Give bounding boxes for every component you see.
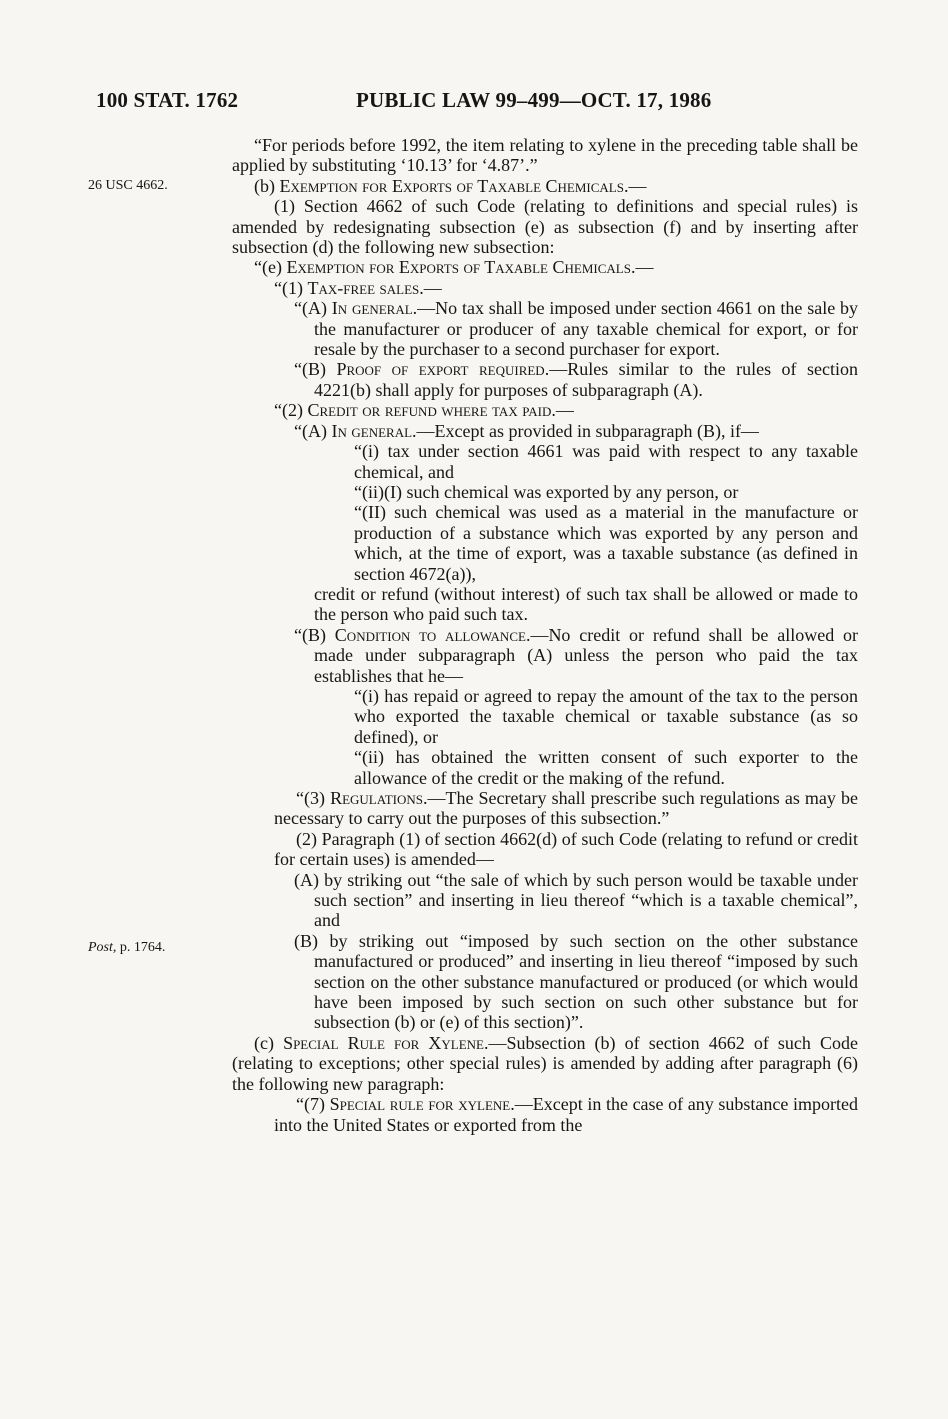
statute-body	[232, 135, 858, 1135]
heading-e2-title: Credit or refund where tax paid	[307, 400, 552, 421]
paragraph-e1b-lead: “(B)	[294, 359, 337, 380]
paragraph-e1b-title: Proof of export required	[336, 359, 545, 380]
paragraph-e1a	[232, 298, 858, 359]
heading-b-tail: .—	[623, 175, 647, 196]
heading-e1	[232, 278, 858, 298]
heading-e-title: Exemption for Exports of Taxable Chemicals	[286, 257, 631, 278]
heading-e1-lead: “(1)	[274, 277, 308, 298]
paragraph-e2a-text: .—Except as provided in subparagraph (B), if—	[412, 420, 759, 441]
paragraph-c7-lead: “(7)	[296, 1094, 330, 1115]
paragraph-b2: (2) Paragraph (1) of section 4662(d) of such Code (relating to refund or credit for certain uses) is amended—	[274, 828, 858, 870]
heading-e	[232, 257, 858, 277]
heading-c-text: .—Subsection (b) of section 4662 of such Code (relating to exceptions; other special rules) is amended by adding after paragraph (6) the following new paragraph:	[232, 1032, 858, 1094]
heading-e2-tail: .—	[551, 400, 574, 421]
clause-e2a-i: “(i) tax under section 4661 was paid with respect to any taxable chemical, and	[354, 441, 858, 482]
margin-note-usc: 26 USC 4662.	[88, 178, 168, 193]
paragraph-e3-title: Regulations	[330, 788, 423, 808]
paragraph-e1b	[232, 359, 858, 400]
paragraph-c7-title: Special rule for xylene	[329, 1094, 511, 1115]
paragraph-e3-text: .—The Secretary shall prescribe such regulations as may be necessary to carry out the purposes of this subsection.”	[274, 788, 858, 829]
paragraph-xylene-period: “For periods before 1992, the item relating to xylene in the preceding table shall be applied by substituting ‘10.13’ for ‘4.87’.”	[232, 135, 858, 176]
paragraph-credit-refund: credit or refund (without interest) of such tax shall be allowed or made to the person who paid such tax.	[314, 583, 858, 625]
paragraph-e2a-title: In general	[331, 420, 413, 441]
heading-e-lead: “(e)	[254, 257, 287, 278]
paragraph-b2a: (A) by striking out “the sale of which by such person would be taxable under such section” and inserting in lieu thereof “which is a taxable chemical”, and	[294, 869, 858, 931]
paragraph-c7-text: .—Except in the case of any substance imported into the United States or exported from the	[274, 1094, 858, 1135]
paragraph-e1a-lead: “(A)	[294, 298, 332, 319]
clause-e2a-ii-I: “(ii)(I) such chemical was exported by any person, or	[354, 481, 739, 502]
paragraph-e3	[232, 788, 858, 829]
heading-e2	[232, 400, 858, 420]
heading-e1-title: Tax-free sales	[307, 277, 420, 298]
page-running-title: PUBLIC LAW 99–499—OCT. 17, 1986	[356, 88, 712, 112]
paragraph-e2b-title: Condition to allowance	[334, 624, 526, 645]
paragraph-e2a-lead: “(A)	[294, 420, 332, 441]
margin-note-post-italic: Post,	[88, 940, 117, 955]
clause-e2a-ii-II: “(II) such chemical was used as a material in the manufacture or production of a substance which was exported by any person and which, at the time of export, was a taxable substance (as defined in section 4672(a)),	[354, 502, 858, 584]
paragraph-e3-lead: “(3)	[296, 788, 331, 808]
margin-note-post	[88, 940, 165, 956]
heading-c-title: Special Rule for Xylene	[283, 1032, 484, 1053]
paragraph-e1a-title: In general	[331, 298, 413, 319]
heading-e1-tail: .—	[419, 277, 442, 298]
page-stat-citation: 100 STAT. 1762	[96, 88, 239, 112]
paragraph-e2b	[232, 625, 858, 686]
paragraph-b1: (1) Section 4662 of such Code (relating to definitions and special rules) is amended by redesignating subsection (e) as subsection (f) and by inserting after subsection (d) the following new subsection:	[232, 196, 858, 258]
clause-e2b-ii: “(ii) has obtained the written consent of such exporter to the allowance of the credit or the making of the refund.	[354, 747, 858, 788]
heading-c	[232, 1033, 858, 1094]
paragraph-e1b-text: .—Rules similar to the rules of section 4221(b) shall apply for purposes of subparagraph (A).	[314, 359, 859, 400]
margin-note-post-rest: p. 1764.	[116, 940, 166, 955]
paragraph-e2a	[232, 421, 858, 441]
clause-e2b-i: “(i) has repaid or agreed to repay the amount of the tax to the person who exported the taxable chemical or taxable substance (as so defined), or	[354, 685, 858, 747]
paragraph-e2b-lead: “(B)	[294, 624, 335, 645]
heading-c-lead: (c)	[254, 1032, 284, 1053]
paragraph-e2b-text: .—No credit or refund shall be allowed or made under subparagraph (A) unless the person who paid the tax establishes that he—	[314, 624, 859, 686]
paragraph-b2b: (B) by striking out “imposed by such section on the other substance manufactured or produced” and inserting in lieu thereof “imposed by such section on the other substance manufactured or produced (or which would have been imposed by such section on such other substance but for subsection (b) or (e) of this section)”.	[294, 930, 858, 1033]
paragraph-e1a-text: .—No tax shall be imposed under section 4661 on the sale by the manufacturer or producer of any taxable chemical for export, or for resale by the purchaser to a second purchaser for export.	[314, 298, 858, 360]
heading-b	[232, 176, 858, 196]
paragraph-c7	[232, 1094, 858, 1135]
heading-b-title: Exemption for Exports of Taxable Chemicals	[279, 175, 624, 196]
heading-e2-lead: “(2)	[274, 400, 308, 421]
heading-b-lead: (b)	[254, 175, 280, 196]
heading-e-tail: .—	[630, 257, 654, 278]
